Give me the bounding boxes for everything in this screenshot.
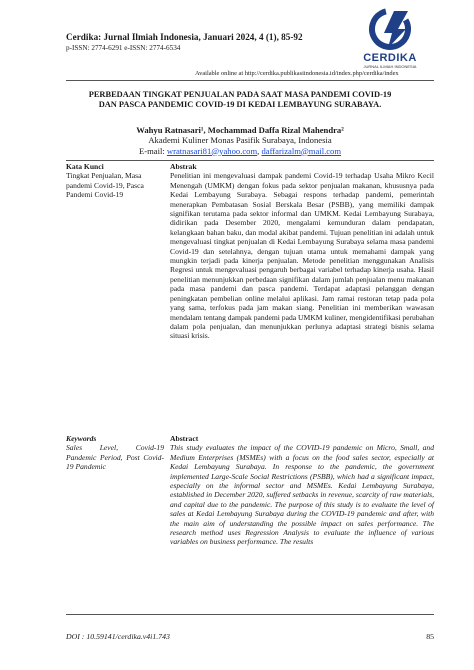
- keywords-section: [66, 434, 164, 472]
- logo-tagline: JURNAL ILMIAH INDONESIA: [363, 64, 417, 69]
- keywords-text: Sales Level, Covid-19 Pandemic Period, Post Covid-19 Pandemic: [66, 443, 164, 472]
- abstrak-heading: Abstrak: [170, 162, 197, 171]
- availability-link[interactable]: Available online at http://cerdika.publikasiindonesia.id/index.php/cerdika/index: [195, 70, 399, 77]
- email-label: E-mail:: [138, 145, 165, 156]
- keywords-heading: Keywords: [66, 434, 97, 443]
- issn-line: p-ISSN: 2774-6291 e-ISSN: 2774-6534: [66, 44, 181, 52]
- cerdika-logo: [350, 6, 430, 70]
- email-line: [60, 146, 420, 156]
- title-line-1: PERBEDAAN TINGKAT PENJUALAN PADA SAAT MASA PANDEMI COVID-19: [88, 90, 392, 99]
- abstract-heading: Abstract: [170, 434, 199, 443]
- kata-kunci-heading: Kata Kunci: [66, 162, 104, 171]
- email-separator: ,: [257, 145, 260, 156]
- page-number: 85: [426, 632, 434, 641]
- abstract-section: [170, 434, 434, 547]
- author-block: [60, 125, 420, 156]
- affiliation: Akademi Kuliner Monas Pasifik Surabaya, Indonesia: [148, 135, 332, 146]
- email-link-1[interactable]: wratnasari81@yahoo.com: [166, 145, 258, 156]
- doi[interactable]: DOI : 10.59141/cerdika.v4i1.743: [66, 632, 170, 641]
- abstract-top-divider: [66, 160, 434, 161]
- abstract-text: This study evaluates the impact of the COVID-19 pandemic on Micro, Small, and Medium Enterprises (MSMEs) with a focus on the food sales sector, especially at Kedai Lembayung Surabaya. In response to the pandemic, the government implemented Large-Scale Social Restrictions (PSBB), which had a significant impact, especially on the informal sector and MSMEs. Kedai Lembayung Surabaya, established in December 2020, suffered setbacks in revenue, scarcity of raw materials, and capital due to the pandemic. The purpose of this study is to evaluate the level of sales at Kedai Lembayung Surabaya during the COVID-19 pandemic and after, with the main aim of understanding the possible impact on sales performance. The research method uses Regression Analysis to evaluate the influence of various variables on business performance. The results: [170, 443, 434, 547]
- journal-citation: Cerdika: Jurnal Ilmiah Indonesia, Januari 2024, 4 (1), 85-92: [66, 32, 303, 42]
- logo-brand-text: CERDIKA: [363, 52, 417, 64]
- journal-header: [66, 32, 303, 54]
- header-divider: [66, 80, 434, 81]
- abstrak-text: Penelitian ini mengevaluasi dampak pandemi Covid-19 terhadap Usaha Mikro Kecil Menengah (UMKM) dengan fokus pada sektor penjualan makanan, khususnya pada Kedai Lembayung Surabaya. Sebagai respons terhadap pandemi, pemerintah menerapkan Pembatasan Sosial Berskala Besar (PSBB), yang memiliki dampak signifikan terutama pada sektor informal dan UMKM. Kedai Lembayung Surabaya, didirikan pada Desember 2020, mengalami kemunduran dalam pendapatan, kelangkaan bahan baku, dan modal akibat pandemi. Tujuan penelitian ini adalah untuk mengevaluasi tingkat penjualan di Kedai Lembayung Surabaya selama masa pandemi Covid-19 dan setelahnya, dengan tujuan utama untuk memahami dampak yang mungkin terjadi pada kinerja penjualan. Metode penelitian menggunakan Analisis Regresi untuk mengevaluasi pengaruh berbagai variabel terhadap kinerja usaha. Hasil penelitian menunjukkan perbedaan signifikan dalam jumlah penjualan menu makanan pada masa pandemi dan pasca pandemi. Terdapat adaptasi pelanggan dengan peningkatan pembelian online melalui aplikasi. Jam ramai restoran tetap pada pola yang sama, terfokus pada jam makan siang. Penelitian ini memberikan wawasan mendalam tentang dampak pandemi pada UMKM kuliner, mengidentifikasi perubahan dalam pola penjualan, dan menunjukkan perlunya adaptasi strategi bisnis selama situasi krisis.: [170, 171, 434, 341]
- article-title: [70, 90, 410, 110]
- author-names: Wahyu Ratnasari¹, Mochammad Daffa Rizal Mahendra²: [136, 125, 344, 135]
- footer-divider: [66, 614, 434, 615]
- title-line-2: DAN PASCA PANDEMIC COVID-19 DI KEDAI LEMBAYUNG SURABAYA.: [98, 100, 382, 109]
- cerdika-logo-icon: [364, 6, 416, 52]
- kata-kunci-section: [66, 162, 164, 200]
- kata-kunci-text: Tingkat Penjualan, Masa pandemi Covid-19, Pasca Pandemi Covid-19: [66, 171, 144, 200]
- abstrak-section: [170, 162, 434, 341]
- email-link-2[interactable]: daffarizalm@mail.com: [261, 145, 342, 156]
